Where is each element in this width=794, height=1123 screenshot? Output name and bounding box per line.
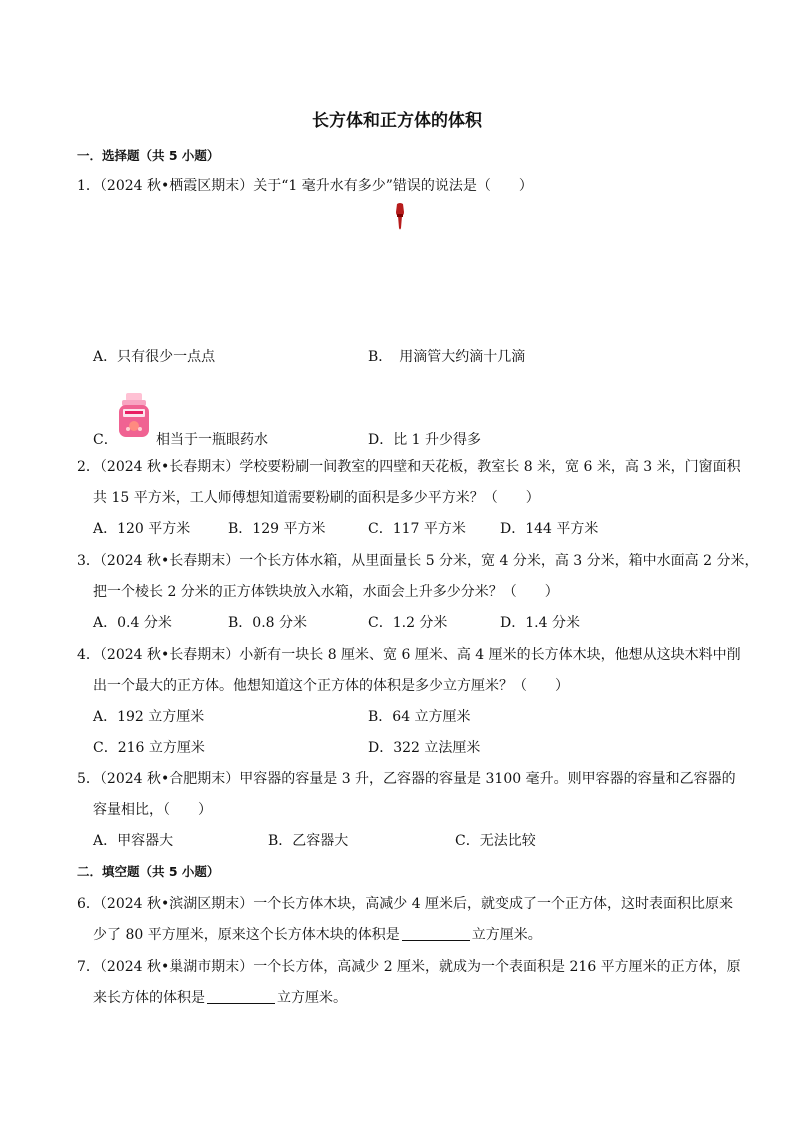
q2-option-b: B．129 平方米 bbox=[228, 521, 326, 537]
question-6-line-1: 6．（2024 秋•滨湖区期末）一个长方体木块，高减少 4 厘米后，就变成了一个正方体，这时表面积比原来 bbox=[77, 896, 734, 912]
q4-option-c: C．216 立方厘米 bbox=[93, 740, 205, 756]
question-6-line-2 bbox=[93, 924, 542, 944]
q1-option-d: D．比 1 升少得多 bbox=[368, 432, 482, 448]
section-heading-choice: 一．选择题（共 5 小题） bbox=[77, 148, 220, 163]
q1-option-a: A．只有很少一点点 bbox=[93, 349, 216, 365]
question-6-line-2-text: 少了 80 平方厘米，原来这个长方体木块的体积是 bbox=[93, 927, 400, 943]
question-7-line-2-unit: 立方厘米。 bbox=[277, 990, 347, 1006]
eye-drop-bottle-icon bbox=[116, 391, 152, 439]
question-3-line-1: 3．（2024 秋•长春期末）一个长方体水箱，从里面量长 5 分米，宽 4 分米，高 3 分米，箱中水面高 2 分米， bbox=[77, 553, 759, 569]
q2-option-c: C．117 平方米 bbox=[368, 521, 466, 537]
q2-option-d: D．144 平方米 bbox=[500, 521, 599, 537]
question-5-line-1: 5．（2024 秋•合肥期末）甲容器的容量是 3 升，乙容器的容量是 3100 毫升。则甲容器的容量和乙容器的 bbox=[77, 771, 736, 787]
q3-option-c: C．1.2 分米 bbox=[368, 615, 448, 631]
q3-option-a: A．0.4 分米 bbox=[93, 615, 172, 631]
q3-option-b: B．0.8 分米 bbox=[228, 615, 308, 631]
section-heading-fill: 二．填空题（共 5 小题） bbox=[77, 864, 220, 879]
question-2-line-1: 2．（2024 秋•长春期末）学校要粉刷一间教室的四壁和天花板，教室长 8 米，宽 6 米，高 3 米，门窗面积 bbox=[77, 459, 741, 475]
q4-option-a: A．192 立方厘米 bbox=[93, 709, 205, 725]
q5-option-a: A．甲容器大 bbox=[93, 833, 174, 849]
q1-option-b: B． 用滴管大约滴十几滴 bbox=[368, 349, 526, 365]
question-1-stem: 1．（2024 秋•栖霞区期末）关于“1 毫升水有多少”错误的说法是（ ） bbox=[77, 178, 533, 194]
question-2-line-2: 共 15 平方米，工人师傅想知道需要粉刷的面积是多少平方米？（ ） bbox=[93, 490, 540, 506]
q4-option-d: D．322 立法厘米 bbox=[368, 740, 481, 756]
q1-option-c-text: 相当于一瓶眼药水 bbox=[156, 432, 268, 448]
question-7-line-2-text: 来长方体的体积是 bbox=[93, 990, 205, 1006]
q4-option-b: B．64 立方厘米 bbox=[368, 709, 471, 725]
page-title: 长方体和正方体的体积 bbox=[312, 111, 482, 131]
question-3-line-2: 把一个棱长 2 分米的正方体铁块放入水箱，水面会上升多少分米？（ ） bbox=[93, 584, 559, 600]
q2-option-a: A．120 平方米 bbox=[93, 521, 191, 537]
q5-option-c: C．无法比较 bbox=[455, 833, 536, 849]
q5-option-b: B．乙容器大 bbox=[268, 833, 349, 849]
dropper-icon bbox=[392, 202, 408, 232]
question-4-line-1: 4．（2024 秋•长春期末）小新有一块长 8 厘米、宽 6 厘米、高 4 厘米的长方体木块，他想从这块木料中削 bbox=[77, 647, 741, 663]
q1-option-c-label: C． bbox=[93, 432, 118, 448]
question-7-line-2 bbox=[93, 987, 347, 1007]
q3-option-d: D．1.4 分米 bbox=[500, 615, 580, 631]
question-6-line-2-unit: 立方厘米。 bbox=[471, 927, 542, 943]
question-5-line-2: 容量相比，（ ） bbox=[93, 802, 212, 818]
question-4-line-2: 出一个最大的正方体。他想知道这个正方体的体积是多少立方厘米？（ ） bbox=[93, 678, 569, 694]
answer-blank[interactable] bbox=[207, 989, 275, 1004]
answer-blank[interactable] bbox=[402, 926, 470, 941]
question-7-line-1: 7．（2024 秋•巢湖市期末）一个长方体，高减少 2 厘米，就成为一个表面积是 216 平方厘米的正方体，原 bbox=[77, 959, 741, 975]
